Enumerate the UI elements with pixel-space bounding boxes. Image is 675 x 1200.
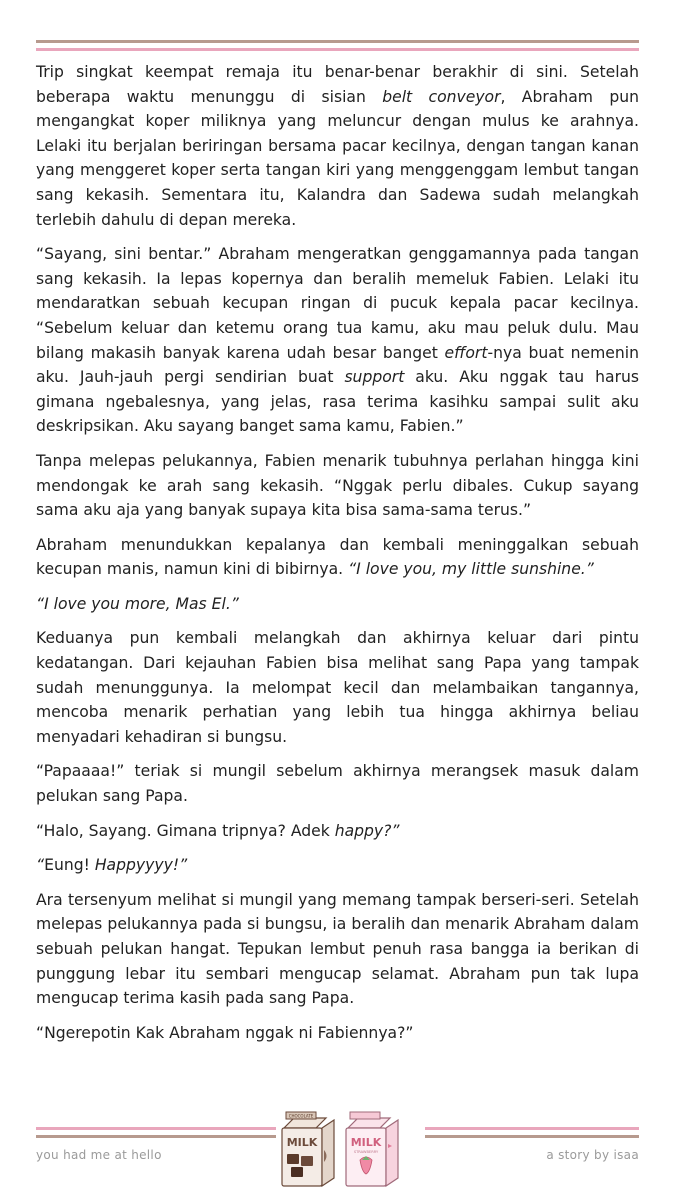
- text-segment: Trip singkat keempat remaja itu benar-benar berakhir di sini. Setelah beberapa waktu menunggu di sisian: [36, 63, 639, 106]
- story-paragraph: [36, 819, 639, 844]
- chocolate-milk-carton-icon: [282, 1112, 334, 1186]
- footer-rule-right-brown: [425, 1135, 639, 1138]
- italic-text: Happyyyy!”: [94, 856, 188, 875]
- text-segment: Tanpa melepas pelukannya, Fabien menarik tubuhnya perlahan hingga kini mendongak ke arah sang kekasih. “Nggak perlu dibales. Cukup sayang sama aku aja yang banyak supaya kita bisa sama-sama terus.”: [36, 451, 639, 520]
- footer-rule-right-pink: [425, 1127, 639, 1130]
- italic-text: belt conveyor: [382, 87, 501, 106]
- story-paragraph: [36, 1021, 639, 1046]
- footer-author: a story by isaa: [546, 1148, 639, 1162]
- story-paragraph: [36, 853, 639, 878]
- text-segment: Keduanya pun kembali melangkah dan akhirnya keluar dari pintu kedatangan. Dari kejauhan Fabien bisa melihat sang Papa yang tampak sudah menunggunya. Ia melompat kecil dan melambaikan tangannya, mencoba menarik perhatian yang lebih tua hingga akhirnya beliau menyadari kehadiran si bungsu.: [36, 629, 639, 746]
- story-paragraph: [36, 242, 639, 439]
- footer-title: you had me at hello: [36, 1148, 162, 1162]
- text-segment: “Papaaaa!” teriak si mungil sebelum akhirnya merangsek masuk dalam pelukan sang Papa.: [36, 762, 639, 806]
- italic-text: support: [344, 368, 405, 387]
- story-body: [36, 60, 639, 1055]
- story-paragraph: [36, 60, 639, 232]
- italic-text: “I love you, my little sunshine.”: [348, 560, 594, 579]
- story-paragraph: [36, 533, 639, 582]
- italic-text: happy?”: [334, 821, 400, 840]
- svg-text:MILK: MILK: [286, 1136, 318, 1149]
- text-segment: Eung!: [44, 856, 95, 875]
- strawberry-milk-carton-icon: [346, 1112, 398, 1186]
- story-paragraph: [36, 592, 639, 617]
- story-paragraph: [36, 888, 639, 1011]
- footer-rule-left-pink: [36, 1127, 276, 1130]
- italic-text: effort: [444, 343, 488, 362]
- text-segment: aku. Aku nggak tau harus gimana ngebalesnya, yang jelas, rasa terima kasihku sampai sulit aku deskripsikan. Aku sayang banget sama kamu, Fabien.”: [36, 368, 639, 436]
- italic-text: “: [36, 856, 45, 875]
- text-segment: Ara tersenyum melihat si mungil yang memang tampak berseri-seri. Setelah melepas pelukannya pada si bungsu, ia beralih dan menarik Abraham dalam sebuah pelukan hangat. Tepukan lembut penuh rasa bangga ia berikan di punggung lebar itu sembari mengucap selamat. Abraham pun tak lupa mengucap terima kasih pada sang Papa.: [36, 890, 639, 1008]
- footer-rule-left-brown: [36, 1135, 276, 1138]
- story-paragraph: [36, 759, 639, 808]
- italic-text: “I love you more, Mas El.”: [36, 594, 239, 613]
- text-segment: -nya buat nemenin aku. Jauh-jauh pergi sendirian buat: [36, 343, 639, 387]
- header-rule-pink: [36, 48, 639, 51]
- svg-text:STRAWBERRY: STRAWBERRY: [353, 1150, 379, 1154]
- milk-cartons-illustration: [276, 1110, 424, 1192]
- text-segment: “Sayang, sini bentar.” Abraham mengeratkan genggamannya pada tangan sang kekasih. Ia lepas kopernya dan beralih memeluk Fabien. Lelaki itu mendaratkan sebuah kecupan ringan di pucuk kepala pacar kecilnya. “Sebelum keluar dan ketemu orang tua kamu, aku mau peluk dulu. Mau bilang makasih banyak karena udah besar banget: [36, 245, 639, 362]
- story-paragraph: [36, 626, 639, 749]
- text-segment: , Abraham pun mengangkat koper miliknya yang meluncur dengan mulus ke arahnya. Lelaki itu berjalan beriringan bersama pacar kecilnya, dengan tangan kanan yang menggeret koper serta tangan kiri yang menggenggam lembut tangan sang kekasih. Sementara itu, Kalandra dan Sadewa sudah melangkah terlebih dahulu di depan mereka.: [36, 87, 639, 229]
- svg-text:MILK: MILK: [350, 1136, 382, 1149]
- story-paragraph: [36, 449, 639, 523]
- text-segment: “Ngerepotin Kak Abraham nggak ni Fabiennya?”: [36, 1023, 414, 1042]
- header-rule-brown: [36, 40, 639, 43]
- svg-text:CHOCOLATE: CHOCOLATE: [288, 1113, 314, 1119]
- text-segment: “Halo, Sayang. Gimana tripnya? Adek: [36, 821, 335, 840]
- text-segment: Abraham menundukkan kepalanya dan kembali meninggalkan sebuah kecupan manis, namun kini di bibirnya.: [36, 535, 639, 579]
